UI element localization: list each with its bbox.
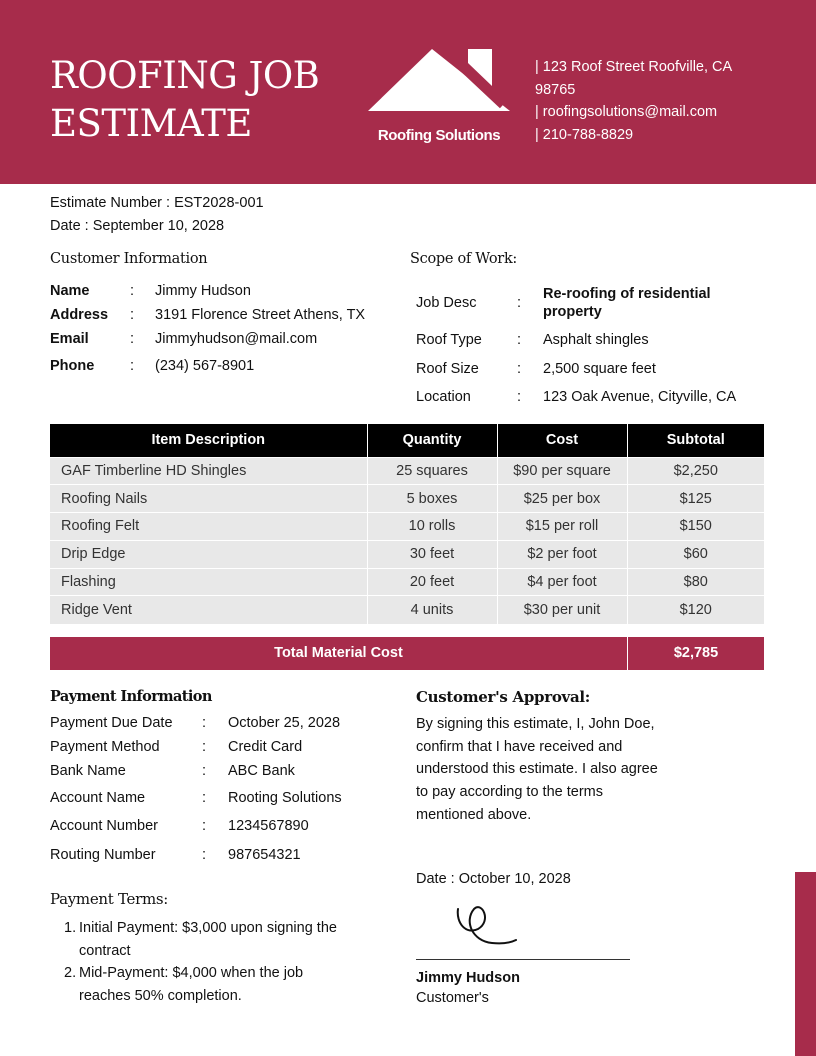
- item-subtotal: $60: [627, 540, 764, 568]
- contact-info: [535, 56, 765, 146]
- table-header-row: [50, 424, 764, 457]
- payment-value: Credit Card: [228, 739, 303, 755]
- payment-label: Payment Due Date: [50, 715, 173, 731]
- scope-value: Asphalt shingles: [543, 332, 649, 348]
- scope-label: Job Desc: [416, 295, 477, 311]
- item-subtotal: $80: [627, 568, 764, 596]
- item-subtotal: $150: [627, 513, 764, 541]
- item-quantity: 20 feet: [367, 568, 497, 596]
- list-item-line: contract: [79, 942, 131, 959]
- item-cost: $15 per roll: [497, 513, 627, 541]
- approval-statement: [416, 713, 706, 827]
- scope-label: Location: [416, 389, 471, 405]
- colon: :: [202, 763, 207, 779]
- table-row: [50, 568, 764, 596]
- payment-value: ABC Bank: [228, 763, 295, 779]
- logo-company-name: Roofing Solutions: [377, 127, 501, 144]
- colon: :: [517, 361, 522, 377]
- house-logo-icon: [368, 48, 512, 114]
- item-cost: $90 per square: [497, 457, 627, 485]
- title-line-1: ROOFING JOB: [50, 54, 320, 97]
- item-quantity: 25 squares: [367, 457, 497, 485]
- item-subtotal: $125: [627, 485, 764, 513]
- payment-info: [50, 715, 380, 870]
- approval-line: understood this estimate. I also agree: [416, 761, 658, 778]
- colon: :: [202, 847, 207, 863]
- item-cost: $25 per box: [497, 485, 627, 513]
- payment-value: October 25, 2028: [228, 715, 341, 731]
- table-row: [50, 485, 764, 513]
- column-header: Subtotal: [627, 424, 764, 457]
- contact-address-line-1: | 123 Roof Street Roofville, CA: [535, 59, 733, 75]
- scope-label: Roof Type: [416, 332, 482, 348]
- item-cost: $30 per unit: [497, 596, 627, 624]
- customer-approval-title: Customer's Approval:: [416, 688, 590, 706]
- list-item-number: 2.: [64, 965, 77, 981]
- item-description: Flashing: [50, 568, 367, 596]
- estimate-date: Date : September 10, 2028: [50, 217, 225, 234]
- colon: :: [202, 739, 207, 755]
- item-quantity: 5 boxes: [367, 485, 497, 513]
- table-row: [50, 457, 764, 485]
- contact-email: | roofingsolutions@mail.com: [535, 104, 718, 120]
- scope-of-work-title: Scope of Work:: [410, 251, 518, 267]
- colon: :: [130, 358, 135, 374]
- customer-label: Address: [50, 307, 109, 323]
- customer-value: (234) 567-8901: [155, 358, 255, 374]
- signer-name: Jimmy Hudson: [416, 970, 520, 986]
- approval-line: to pay according to the terms: [416, 784, 603, 801]
- estimate-meta: [50, 192, 264, 237]
- item-description: Ridge Vent: [50, 596, 367, 624]
- colon: :: [130, 307, 135, 323]
- title-line-2: ESTIMATE: [50, 102, 252, 145]
- item-cost: $2 per foot: [497, 540, 627, 568]
- customer-value: Jimmyhudson@mail.com: [155, 331, 318, 347]
- scope-of-work: [416, 285, 766, 410]
- item-description: GAF Timberline HD Shingles: [50, 457, 367, 485]
- list-item-line: Initial Payment: $3,000 upon signing the: [79, 920, 337, 936]
- estimate-number: Estimate Number : EST2028-001: [50, 195, 264, 211]
- colon: :: [202, 818, 207, 834]
- payment-label: Payment Method: [50, 739, 160, 755]
- contact-address-line-2: 98765: [535, 81, 576, 98]
- signature-date: Date : October 10, 2028: [416, 871, 571, 887]
- customer-info-title: Customer Information: [50, 251, 208, 267]
- item-quantity: 10 rolls: [367, 513, 497, 541]
- accent-bar: [795, 872, 816, 1056]
- colon: :: [517, 389, 522, 405]
- payment-value: Rooting Solutions: [228, 790, 342, 806]
- item-cost: $4 per foot: [497, 568, 627, 596]
- approval-line: By signing this estimate, I, John Doe,: [416, 716, 655, 732]
- item-description: Roofing Nails: [50, 485, 367, 513]
- signature-icon: [452, 893, 522, 958]
- item-description: Roofing Felt: [50, 513, 367, 541]
- total-label: Total Material Cost: [50, 637, 628, 670]
- customer-value: Jimmy Hudson: [155, 283, 251, 299]
- table-row: [50, 513, 764, 541]
- total-value: $2,785: [673, 645, 719, 661]
- page-title: [50, 52, 350, 148]
- colon: :: [130, 283, 135, 299]
- approval-line: mentioned above.: [416, 806, 532, 823]
- colon: :: [202, 790, 207, 806]
- column-header: Quantity: [367, 424, 497, 457]
- list-item-number: 1.: [64, 920, 77, 936]
- scope-value-line-2: property: [543, 304, 602, 320]
- item-subtotal: $2,250: [627, 457, 764, 485]
- total-material-cost-row: [50, 637, 764, 670]
- item-subtotal: $120: [627, 596, 764, 624]
- table-row: [50, 540, 764, 568]
- contact-phone: | 210-788-8829: [535, 126, 634, 143]
- scope-value: 2,500 square feet: [543, 361, 656, 377]
- payment-terms-title: Payment Terms:: [50, 890, 169, 908]
- payment-label: Bank Name: [50, 763, 126, 779]
- column-header: Cost: [497, 424, 627, 457]
- scope-value: 123 Oak Avenue, Cityville, CA: [543, 389, 737, 405]
- payment-value: 987654321: [228, 847, 301, 863]
- list-item: [50, 917, 370, 962]
- scope-label: Roof Size: [416, 361, 479, 377]
- item-quantity: 4 units: [367, 596, 497, 624]
- header-banner: [0, 0, 816, 184]
- signature-line: [416, 959, 630, 960]
- payment-terms-list: [50, 917, 370, 1007]
- item-description: Drip Edge: [50, 540, 367, 568]
- scope-value-line-1: Re-roofing of residential: [543, 286, 711, 302]
- list-item-line: reaches 50% completion.: [79, 987, 242, 1004]
- payment-value: 1234567890: [228, 818, 309, 834]
- payment-label: Account Name: [50, 790, 146, 806]
- approval-line: confirm that I have received and: [416, 738, 623, 755]
- payment-label: Account Number: [50, 818, 158, 834]
- customer-label: Email: [50, 331, 89, 347]
- payment-info-title: Payment Information: [50, 688, 212, 705]
- payment-label: Routing Number: [50, 847, 156, 863]
- list-item-line: Mid-Payment: $4,000 when the job: [79, 965, 304, 981]
- list-item: [50, 962, 370, 1007]
- column-header: Item Description: [50, 424, 367, 457]
- customer-label: Name: [50, 283, 90, 299]
- customer-label: Phone: [50, 358, 95, 374]
- colon: :: [517, 332, 522, 348]
- colon: :: [130, 331, 135, 347]
- signer-role: Customer's: [416, 990, 489, 1006]
- customer-info: [50, 283, 390, 383]
- colon: :: [202, 715, 207, 731]
- item-quantity: 30 feet: [367, 540, 497, 568]
- materials-table: [50, 424, 764, 624]
- colon: :: [517, 295, 522, 311]
- customer-value: 3191 Florence Street Athens, TX: [155, 307, 366, 323]
- table-row: [50, 596, 764, 624]
- scope-value-job-desc: [543, 285, 711, 321]
